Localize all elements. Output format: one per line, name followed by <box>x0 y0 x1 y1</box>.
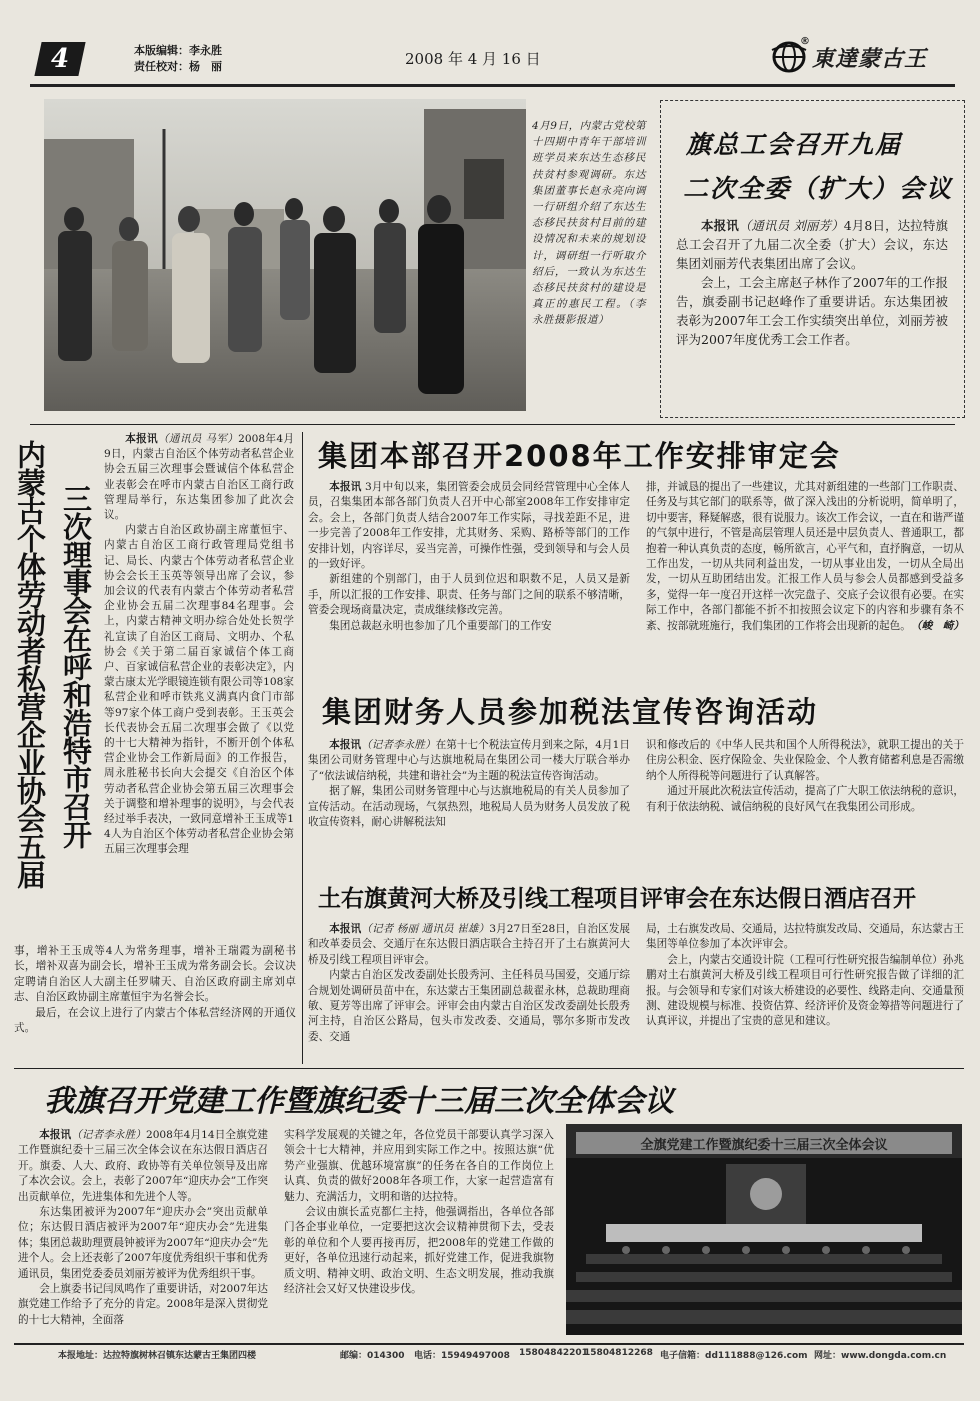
vertical-byline: 本报讯 <box>125 433 158 445</box>
tax-right-p1: 识和修改后的《中华人民共和国个人所得税法》，就职工提出的关于住房公积金、医疗保险金、失业保险金、个人教育储蓄利息是否需缴纳个人所得税等问题进行了认真解答。 <box>646 739 964 782</box>
vertical-paragraph-2-wide: 事，增补王玉成等4人为常务理事，增补王瑞霞为副秘书长，增补双喜为副会长，增补王玉成为常务副会长。会议决定聘请自治区人大副主任罗啸天、自治区政府副主席刘卓志、自治区政协副主席董恒宇为名誉会长。 <box>14 945 296 1004</box>
tax-article-left <box>308 738 630 830</box>
footer-phone-2: 15804842201 <box>519 1348 588 1358</box>
editor-line: 本版编辑：李永胜 <box>134 44 222 57</box>
bridge-article-title: 土右旗黄河大桥及引线工程项目评审会在东达假日酒店召开 <box>318 886 916 912</box>
tax-left-p2: 据了解，集团公司财务管理中心与达旗地税局的有关人员参加了宣传活动。在活动现场，气氛热烈，地税局人员为财务人员发放了税收宣传资料，耐心讲解税法知 <box>308 785 630 829</box>
group-walking-photo <box>44 99 526 411</box>
bridge-left-p2: 内蒙古自治区发改委副处长殷秀河、主任科员马国爱，交通厅综合规划处调研员苗中在，东达蒙古王集团副总裁翟永林，总裁助理商敏、夏芳等出席了评审会。评审会由内蒙古自治区发改委副处长殷秀河主持，自治区公路局，包头市发改委、交通局，鄂尔多斯市发改委、交通 <box>308 969 630 1043</box>
footer-phone-3: 15804812268 <box>584 1348 653 1358</box>
header-rule <box>30 84 955 87</box>
work-signature: （峻 崎） <box>911 619 964 632</box>
bridge-article-left <box>308 922 630 1045</box>
party-article-title: 我旗召开党建工作暨旗纪委十三届三次全体会议 <box>44 1084 674 1119</box>
union-article-body <box>676 216 948 349</box>
work-left-p3: 集团总裁赵永明也参加了几个重要部门的工作安 <box>329 619 552 632</box>
conference-photo <box>566 1124 962 1335</box>
photo-caption: 4月9日，内蒙古党校第十四期中青年干部培训班学员来东达生态移民扶贫村参观调研。东达集团董事长赵永亮向调一行研组介绍了东达生态移民扶贫村目前的建设情况和未来的规划设计，调研组一行听取介绍后，一致认为东达生态移民扶贫村的建设是真正的惠民工程。（李永胜摄影报道） <box>532 120 646 327</box>
bridge-byline-author: （记者 杨丽 通讯员 崔雄） <box>361 923 490 935</box>
bridge-left-p1: 3月27日至28日，自治区发展和改革委员会、交通厅在东达假日酒店联合主持召开了土右旗黄河大桥及引线工程项目评审会。 <box>308 923 631 966</box>
work-left-p2: 新组建的个别部门，由于人员到位迟和职数不足，人员又是新手，所以汇报的工作安排、职责、任务与部门之间的联系不够清晰，管委会现场商量决定，责成继续修改完善。 <box>308 573 630 617</box>
work-left-p1: 3月中旬以来，集团管委会成员会同经营管理中心全体人员，召集集团本部各部门负责人召开中心部室2008年工作安排审定会。会上，各部门负责人结合2007年工作实际，寻找差距不足，进一步完善了2008年工作安排，尤其财务、采购、路桥等部门的工作安排计划，内容详尽，妥当完善，可操作性强，受到领导和与会人员的一致好评。 <box>308 481 630 571</box>
union-byline: 本报讯 <box>701 218 739 233</box>
union-byline-author: （通讯员 刘丽芳） <box>738 218 844 233</box>
party-article-left <box>18 1128 268 1328</box>
registered-mark: ® <box>800 36 810 47</box>
party-left-p3: 会上旗委书记闫凤鸣作了重要讲话，对2007年达旗党建工作给予了充分的肯定。2008年是深入贯彻党的十七大精神，全面落 <box>18 1283 268 1326</box>
masthead-logo <box>770 36 950 80</box>
work-byline: 本报讯 <box>329 481 362 493</box>
party-byline-author: （记者李永胜） <box>71 1129 146 1141</box>
work-right-text: 排，并诚恳的提出了一些建议，尤其对新组建的一些部门工作职责、任务及与其它部门的联系等，做了深入浅出的分析说明，简单明了，切中要害，释疑解惑，很有说服力。该次工作会议，一直在和谐严谨的气氛中进行，不管是高层管理人员还是中层负责人、普通职工，都抱着一种认真负责的态度，畅所欲言，心平气和，直抒胸意，一切从工作出发，一切从共同利益出发，一切从事业出发，一切从全局出发，一切从互助团结出发。汇报工作人员与参会人员都感到受益多多，觉得一年一度召开这样一次完盘子、交底子会议很有必要。在实际工作中，各部门都能不折不扣按照会议定下的内容和步骤有条不紊、按部就班施行，我们集团的工作将会出现新的起色。 <box>646 481 964 632</box>
bottom-section-rule <box>14 1068 964 1069</box>
tax-left-p1: 在第十七个税法宣传月到来之际，4月1日集团公司财务管理中心与达旗地税局在集团公司一楼大厅联合举办了“依法诚信纳税，共建和谐社会”为主题的税法宣传咨询活动。 <box>308 739 630 782</box>
masthead-title: 東達蒙古王 <box>812 46 928 72</box>
footer-email: 电子信箱：dd111888@126.com <box>660 1351 808 1361</box>
bridge-right-p1: 局，土右旗发改局、交通局，达拉特旗发改局、交通局，东达蒙古王集团等单位参加了本次评审会。 <box>646 923 964 951</box>
footer-address: 本报地址：达拉特旗树林召镇东达蒙古王集团四楼 <box>58 1351 257 1361</box>
footer-website: 网址：www.dongda.com.cn <box>814 1351 947 1361</box>
work-article-title: 集团本部召开2008年工作安排审定会 <box>318 439 841 473</box>
work-article-left <box>308 480 630 634</box>
work-article-right <box>646 480 964 634</box>
issue-date: 2008 年 4 月 16 日 <box>405 50 541 68</box>
vertical-paragraph-2: 内蒙古自治区政协副主席董恒宇、内蒙古自治区工商行政管理局党组书记、局长、内蒙古个体劳动者私营企业协会会长王玉英等领导出席了会议，参加会议的代表有内蒙古个体劳动者私营企业协会五届二次理事84名理事。会上，内蒙古精神文明办综合处处长贺学礼宣读了自治区工商局、文明办、个私协会《关于第二届百家诚信个体工商户、百家诚信私营企业的表彰决定》，内蒙古康太光学眼镜连锁有限公司等108家私营企业和呼市铁兆义满真内食门市部等97家个体工商户受到表彰。王玉英会长代表协会五届二次理事会做了《以党的十七大精神为指针，不断开创个体私营企业协会工作新局面》的工作报告，周永胜秘书长向大会提交《自治区个体劳动者私营企业协会第五届三次理事会关于调整和增补理事的说明》，与会代表经过举手表决，一致同意增补王玉成等14人为自治区个体劳动者私营企业协会第五届三次理事会理 <box>104 524 294 856</box>
bridge-right-p2: 会上，内蒙古交通设计院（工程可行性研究报告编制单位）孙兆鹏对土右旗黄河大桥及引线工程项目可行性研究报告做了详细的汇报。与会领导和专家们对该大桥建设的必要性、线路走向、交通量预测、建设规模与标准、投资估算、经济评价及资金筹措等问题进行了认真评议，并提出了宝贵的意见和建议。 <box>646 953 964 1028</box>
union-paragraph-2: 会上，工会主席赵子林作了2007年的工作报告，旗委副书记赵峰作了重要讲话。东达集团被表彰为2007年工会工作实绩突出单位，刘丽芳被评为2007年度优秀工会工作者。 <box>676 275 948 347</box>
party-article-mid <box>284 1128 554 1297</box>
vertical-byline-author: （通讯员 马军） <box>157 433 239 445</box>
conference-banner-text: 全旗党建工作暨旗纪委十三届三次全体会议 <box>640 1138 888 1153</box>
party-byline: 本报讯 <box>39 1129 72 1141</box>
party-left-p1: 2008年4月14日全旗党建工作暨旗纪委十三届三次全体会议在东达假日酒店召开。旗委、人大、政府、政协等有关单位领导及出席了本次会议。会上，表彰了2007年“迎庆办会”工作突出贡献单位，先进集体和先进个人等。 <box>18 1129 269 1203</box>
vertical-article-body-wide <box>14 944 296 1036</box>
conference-hall-photo <box>566 1124 962 1335</box>
footer-phone: 电话：15949497008 <box>414 1351 510 1361</box>
top-section-rule <box>30 424 955 425</box>
union-article-title-1: 旗总工会召开九届 <box>686 130 903 159</box>
top-photo <box>44 99 526 411</box>
vertical-paragraph-1: 2008年4月9日，内蒙古自治区个体劳动者私营企业协会五届三次理事会暨诚信个体私营企业表彰会在呼市内蒙古自治区工商行政管理局举行，东达集团参加了此次会议。 <box>104 433 295 522</box>
tax-right-p2: 通过开展此次税法宣传活动，提高了广大职工依法纳税的意识，有利于依法纳税、诚信纳税的良好风气在我集团公司形成。 <box>646 785 964 813</box>
footer-bar <box>14 1346 964 1362</box>
vertical-paragraph-3: 最后，在会议上进行了内蒙古个体私营经济网的开通仪式。 <box>14 1006 296 1035</box>
vertical-article-title-col2: 三次理事会在呼和浩特市召开 <box>59 484 93 848</box>
tax-article-right <box>646 738 964 815</box>
tax-byline: 本报讯 <box>329 739 362 751</box>
vertical-article-body <box>104 432 294 858</box>
tax-article-title: 集团财务人员参加税法宣传咨询活动 <box>322 695 819 729</box>
footer-postcode: 邮编：014300 <box>340 1351 405 1361</box>
footer-rule <box>14 1343 964 1345</box>
tax-byline-author: （记者李永胜） <box>361 739 436 751</box>
party-mid-p2: 会议由旗长孟克都仁主持，他强调指出，各单位各部门各企事业单位，一定要把这次会议精神贯彻下去，受表彰的单位和个人要再接再厉，把2008年的党建工作做的更好，各单位迅速行动起来，抓好党建工作，促进我旗物质文明、精神文明、政治文明、生态文明发展，推动我旗经济社会又好又快建设步伐。 <box>284 1206 554 1296</box>
page-number: 4 <box>50 44 70 74</box>
union-paragraph-1: 4月8日，达拉特旗总工会召开了九届二次全委（扩大）会议，东达集团刘丽芳代表集团出席了会议。 <box>676 218 948 271</box>
column-divider <box>302 432 303 1064</box>
party-left-p2: 东达集团被评为2007年“迎庆办会”突出贡献单位；东达假日酒店被评为2007年“迎庆办会”先进集体；集团总裁助理贾晨钟被评为2007年“迎庆办会”先进个人。会上还表彰了2007年度优秀组织干事和优秀通讯员，集团党委委员刘丽芳被评为优秀组织干事。 <box>18 1206 268 1280</box>
bridge-byline: 本报讯 <box>329 923 362 935</box>
union-article-title-2: 二次全委（扩大）会议 <box>683 174 954 203</box>
bridge-article-right <box>646 922 964 1030</box>
party-mid-p1: 实科学发展观的关键之年，各位党员干部要认真学习深入领会十七大精神，并应用到实际工作之中。按照达旗“优势产业强旗、优越环境富旗”的任务在各自的工作岗位上认真、负责的做好2008年各项工作，大家一起营造富有魅力、充满活力，文明和谐的达拉特。 <box>284 1129 554 1203</box>
vertical-article-title-col1: 内蒙古个体劳动者私营企业协会五届 <box>13 440 47 888</box>
proof-line: 责任校对：杨 丽 <box>134 60 222 73</box>
